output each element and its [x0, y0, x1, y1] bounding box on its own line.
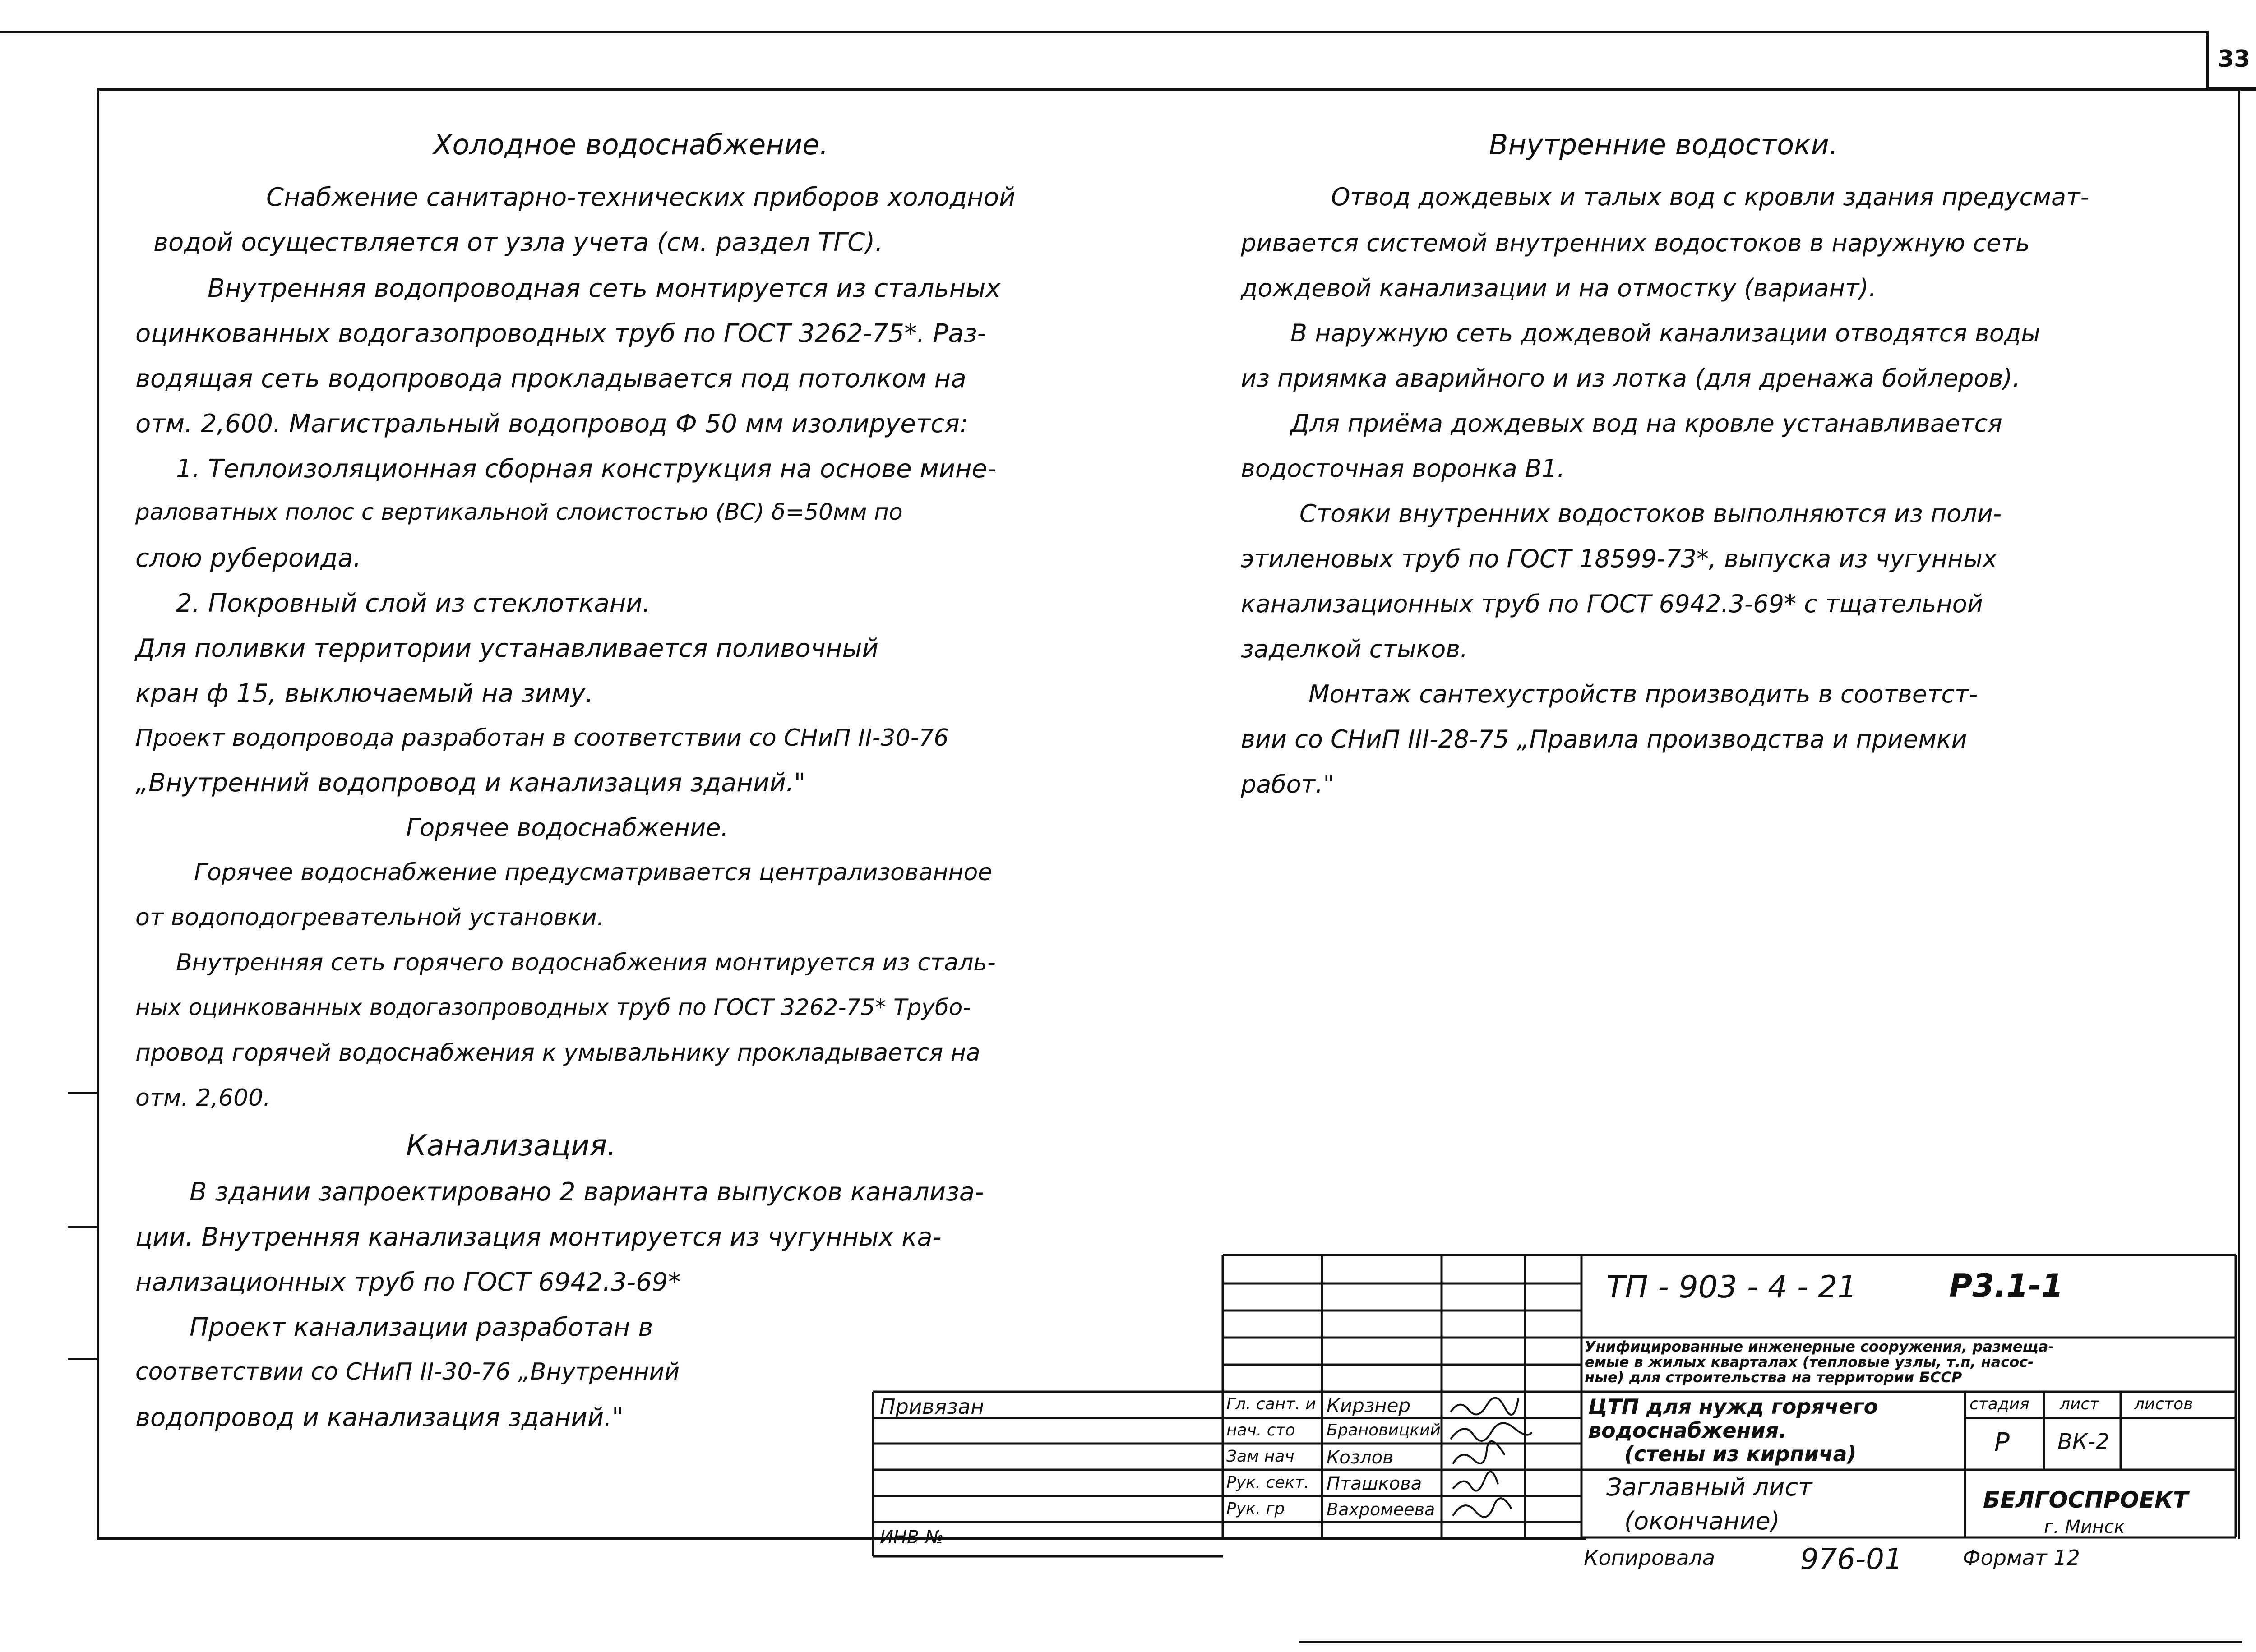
- drains-line-4: из приямка аварийного и из лотка (для дренажа бойлеров).: [1241, 364, 2020, 392]
- signature-4: [1453, 1498, 1512, 1517]
- doc-title-1: Заглавный лист: [1606, 1473, 1812, 1501]
- drains-line-6: водосточная воронка В1.: [1241, 454, 1565, 483]
- archive-number: 976-01: [1800, 1543, 1903, 1576]
- signature-0: [1451, 1398, 1518, 1415]
- hot-water-heading: Горячее водоснабжение.: [406, 813, 729, 842]
- cold-line-4: водящая сеть водопровода прокладывается под потолком на: [135, 364, 966, 393]
- drains-line-3: В наружную сеть дождевой канализации отводятся воды: [1290, 319, 2040, 347]
- page-number: 33: [2218, 46, 2251, 73]
- drains-line-9: канализационных труб по ГОСТ 6942.3-69* с тщательной: [1241, 590, 1983, 618]
- cold-line-10: Для поливки территории устанавливается поливочный: [135, 634, 878, 663]
- cold-line-1: водой осуществляется от узла учета (см. раздел ТГС).: [153, 228, 883, 257]
- cold-line-2: Внутренняя водопроводная сеть монтируется из стальных: [208, 274, 1001, 303]
- object-title-2: водоснабжения.: [1588, 1418, 1787, 1443]
- sewer-line-3: Проект канализации разработан в: [190, 1313, 653, 1342]
- copied-label: Копировала: [1584, 1546, 1715, 1570]
- cold-line-8: слою рубероида.: [135, 544, 361, 573]
- hot-line-3: ных оцинкованных водогазопроводных труб по ГОСТ 3262-75* Трубо-: [135, 994, 971, 1020]
- sheet-value: ВК-2: [2057, 1429, 2109, 1454]
- sewer-heading: Канализация.: [406, 1129, 616, 1163]
- inventory-number-label: ИНВ №: [880, 1527, 944, 1548]
- role-1: нач. сто: [1226, 1421, 1295, 1440]
- cold-line-12: Проект водопровода разработан в соответствии со СНиП II-30-76: [135, 724, 949, 752]
- object-title-3: (стены из кирпича): [1624, 1442, 1857, 1466]
- hot-line-1: от водоподогревательной установки.: [135, 904, 605, 931]
- sewer-line-4: соответствии со СНиП II-30-76 „Внутренний: [135, 1358, 680, 1385]
- project-title: Унифицированные инженерные сооружения, размеща- емые в жилых кварталах (тепловые узлы, т.п, насос- ные) для строительства на территории БССР: [1585, 1338, 2054, 1386]
- name-2: Козлов: [1327, 1447, 1393, 1468]
- object-title-1: ЦТП для нужд горячего: [1588, 1394, 1878, 1419]
- drains-line-11: Монтаж сантехустройств производить в соответст-: [1308, 680, 1978, 708]
- stage-value: Р: [1994, 1428, 2010, 1457]
- drains-heading: Внутренние водостоки.: [1489, 128, 1838, 161]
- cold-line-6: 1. Теплоизоляционная сборная конструкция на основе мине-: [176, 454, 997, 484]
- drains-line-1: ривается системой внутренних водостоков в наружную сеть: [1241, 229, 2030, 257]
- name-4: Вахромеева: [1327, 1500, 1435, 1519]
- cold-line-5: отм. 2,600. Магистральный водопровод Ф 50 мм изолируется:: [135, 409, 968, 438]
- name-0: Кирзнер: [1327, 1394, 1411, 1417]
- drains-line-2: дождевой канализации и на отмостку (вариант).: [1241, 274, 1877, 302]
- role-0: Гл. сант. и: [1226, 1395, 1316, 1413]
- cold-line-11: кран ф 15, выключаемый на зиму.: [135, 679, 594, 708]
- role-4: Рук. гр: [1226, 1500, 1285, 1518]
- name-3: Пташкова: [1327, 1473, 1422, 1494]
- cold-line-3: оцинкованных водогазопроводных труб по ГОСТ 3262-75*. Раз-: [135, 319, 986, 348]
- privyazan-label: Привязан: [880, 1394, 985, 1419]
- drains-line-5: Для приёма дождевых вод на кровле устанавливается: [1290, 409, 2002, 438]
- sewer-line-2: нализационных труб по ГОСТ 6942.3-69*: [135, 1268, 681, 1297]
- cold-water-heading: Холодное водоснабжение.: [433, 128, 828, 161]
- drains-line-12: вии со СНиП III-28-75 „Правила производства и приемки: [1241, 725, 1967, 753]
- hot-line-0: Горячее водоснабжение предусматривается централизованное: [194, 859, 993, 886]
- role-2: Зам нач: [1226, 1447, 1294, 1466]
- format-label: Формат 12: [1963, 1546, 2080, 1570]
- drains-line-13: работ.": [1241, 770, 1335, 798]
- stage-label: стадия: [1969, 1395, 2029, 1413]
- doc-title-2: (окончание): [1624, 1507, 1780, 1535]
- cold-line-7: раловатных полос с вертикальной слоистостью (ВС) δ=50мм по: [135, 499, 903, 525]
- sheets-label: листов: [2134, 1395, 2193, 1413]
- signature-1: [1451, 1423, 1532, 1441]
- hot-line-5: отм. 2,600.: [135, 1084, 271, 1112]
- hot-line-4: провод горячей водоснабжения к умывальнику прокладывается на: [135, 1039, 980, 1066]
- hot-line-2: Внутренняя сеть горячего водоснабжения монтируется из сталь-: [176, 949, 996, 976]
- drains-line-8: этиленовых труб по ГОСТ 18599-73*, выпуска из чугунных: [1241, 545, 1997, 573]
- sewer-line-0: В здании запроектировано 2 варианта выпусков канализа-: [190, 1177, 984, 1207]
- organization: БЕЛГОСПРОЕКТ: [1983, 1487, 2188, 1513]
- drains-line-10: заделкой стыков.: [1241, 635, 1468, 663]
- sewer-line-5: водопровод и канализация зданий.": [135, 1403, 624, 1432]
- city: г. Минск: [2044, 1517, 2125, 1537]
- project-code: ТП - 903 - 4 - 21: [1606, 1269, 1857, 1305]
- sewer-line-1: ции. Внутренняя канализация монтируется из чугунных ка-: [135, 1223, 942, 1252]
- sheet-label: лист: [2060, 1395, 2099, 1413]
- signature-2: [1453, 1441, 1505, 1464]
- sheet-code: Р3.1-1: [1949, 1267, 2064, 1304]
- cold-line-0: Снабжение санитарно-технических приборов холодной: [266, 183, 1016, 212]
- drains-line-7: Стояки внутренних водостоков выполняются из поли-: [1299, 499, 2002, 528]
- name-1: Брановицкий: [1327, 1421, 1441, 1440]
- role-3: Рук. сект.: [1226, 1473, 1309, 1492]
- drains-line-0: Отвод дождевых и талых вод с кровли здания предусмат-: [1331, 183, 2090, 211]
- cold-line-13: „Внутренний водопровод и канализация зданий.": [135, 768, 806, 798]
- cold-line-9: 2. Покровный слой из стеклоткани.: [176, 589, 651, 618]
- signature-3: [1453, 1472, 1498, 1490]
